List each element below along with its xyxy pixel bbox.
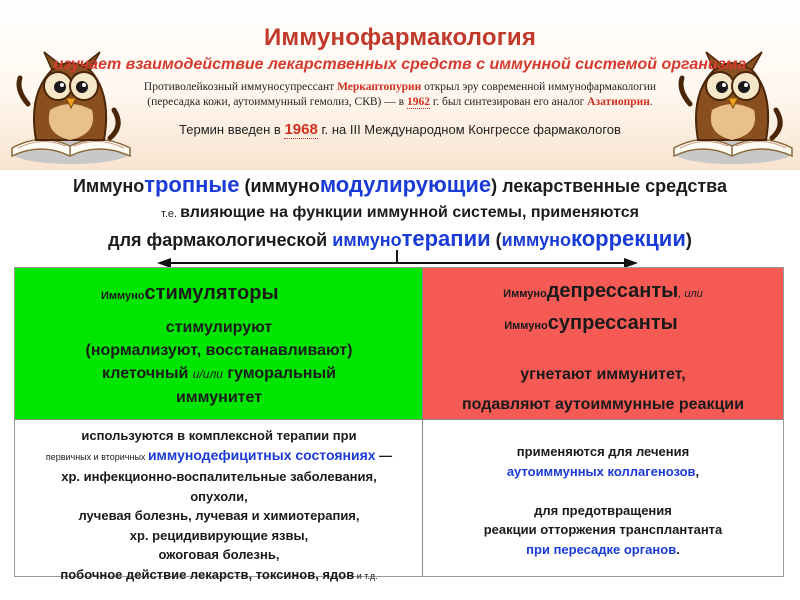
immunostimulators-usage: используются в комплексной терапии при первичных и вторичных иммунодефицитных состояниях — хр. инфекционно-воспалительные заболевания, опухоли, лучевая болезнь, лучевая и химиотерапия, хр. рецидивирующие язвы, ожоговая болезнь, побочное действие лекарств, токсинов, ядов и т.д. <box>45 428 393 582</box>
history-note-line-1: Противолейкозный иммуносупрессант Меркаптопурин открыл эру современной иммунофармакологии <box>143 81 657 93</box>
immunodepressants-usage-cell <box>423 420 783 576</box>
immunostimulators-description: стимулируют (нормализуют, восстанавливают) клеточный и/или гуморальный иммунитет <box>85 319 353 406</box>
immunostimulators-usage-cell <box>15 420 423 582</box>
comparison-table <box>14 267 784 582</box>
immunodepressants-cell <box>423 268 783 420</box>
immunodepressants-heading: Иммунодепрессанты, или <box>503 280 703 302</box>
definition-line-1: Иммунотропные (иммуномодулирующие) лекарственные средства <box>72 172 728 197</box>
immunostimulators-cell <box>15 268 423 420</box>
page-title: Иммунофармакология <box>263 24 537 51</box>
term-origin-line: Термин введен в 1968 г. на III Международном Конгрессе фармакологов <box>179 121 621 138</box>
history-note <box>140 80 660 110</box>
immunodepressants-usage: применяются для лечения аутоиммунных коллагенозов, для предотвращения реакции отторжения трансплантанта при пересадке органов. <box>483 444 723 557</box>
page-subtitle: изучает взаимодействие лекарственных средств с иммунной системой организма <box>53 56 747 73</box>
immunosuppressants-heading: Иммуносупрессанты <box>504 312 678 334</box>
immunodepressants-description: угнетают иммунитет, подавляют аутоиммунные реакции <box>462 366 744 413</box>
history-note-line-2: (пересадка кожи, аутоиммунный гемолиз, СКВ) — в 1962 г. был синтезирован его аналог Азатиоприн. <box>147 96 653 108</box>
definition-block <box>0 170 800 252</box>
drug-azathioprine: Азатиоприн <box>587 96 650 108</box>
definition-line-2: т.е. влияющие на функции иммунной системы, применяются <box>161 204 639 221</box>
definition-line-3: для фармакологической иммунотерапии (иммунокоррекции) <box>108 226 692 251</box>
immunostimulators-heading: Иммуностимуляторы <box>101 282 279 304</box>
year-1962: 1962 <box>406 96 430 108</box>
year-1968: 1968 <box>284 121 318 138</box>
drug-mercaptopurine: Меркаптопурин <box>337 81 422 93</box>
